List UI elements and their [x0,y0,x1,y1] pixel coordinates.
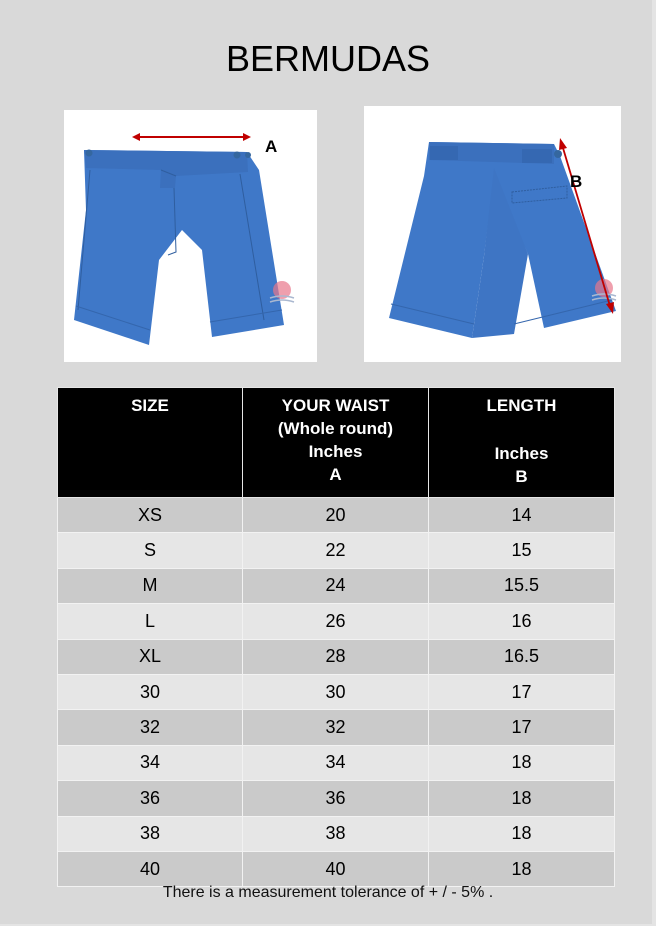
cell-length: 14 [429,498,615,533]
table-row [58,816,615,851]
cell-size: S [58,533,243,568]
cell-length: 17 [429,710,615,745]
table-row [58,568,615,603]
cell-length: 18 [429,745,615,780]
shorts-front-illustration [64,110,317,362]
cell-length: 15 [429,533,615,568]
cell-waist: 28 [243,639,429,674]
header-waist: YOUR WAIST (Whole round) Inches A [243,388,429,498]
cell-length: 16.5 [429,639,615,674]
page-edge-right [652,0,656,926]
cell-waist: 34 [243,745,429,780]
cell-size: M [58,568,243,603]
cell-waist: 30 [243,674,429,709]
cell-waist: 22 [243,533,429,568]
cell-waist: 32 [243,710,429,745]
label-b: B [570,172,583,191]
shorts-back-illustration [364,106,621,362]
table-header-row [58,388,615,498]
label-a: A [265,137,278,156]
cell-waist: 24 [243,568,429,603]
cell-waist: 36 [243,781,429,816]
table-row [58,851,615,886]
table-row [58,745,615,780]
cell-size: 34 [58,745,243,780]
size-chart-table [57,387,615,887]
cell-waist: 40 [243,851,429,886]
cell-size: XL [58,639,243,674]
header-size: SIZE [58,388,243,498]
cell-size: L [58,604,243,639]
cell-length: 17 [429,674,615,709]
table-row [58,498,615,533]
shorts-front-image [64,110,317,362]
cell-size: 32 [58,710,243,745]
table-row [58,533,615,568]
cell-waist: 38 [243,816,429,851]
cell-size: 38 [58,816,243,851]
page-title: BERMUDAS [225,38,431,79]
cell-size: 40 [58,851,243,886]
cell-length: 18 [429,816,615,851]
table-row [58,639,615,674]
cell-size: 30 [58,674,243,709]
table-row [58,674,615,709]
cell-length: 15.5 [429,568,615,603]
tolerance-note: There is a measurement tolerance of + / - 5% . [162,884,494,901]
table-row [58,781,615,816]
cell-length: 18 [429,781,615,816]
cell-length: 18 [429,851,615,886]
shorts-back-image [364,106,621,362]
cell-size: 36 [58,781,243,816]
cell-waist: 20 [243,498,429,533]
cell-waist: 26 [243,604,429,639]
table-row [58,710,615,745]
header-length: LENGTH Inches B [429,388,615,498]
table-row [58,604,615,639]
cell-length: 16 [429,604,615,639]
cell-size: XS [58,498,243,533]
